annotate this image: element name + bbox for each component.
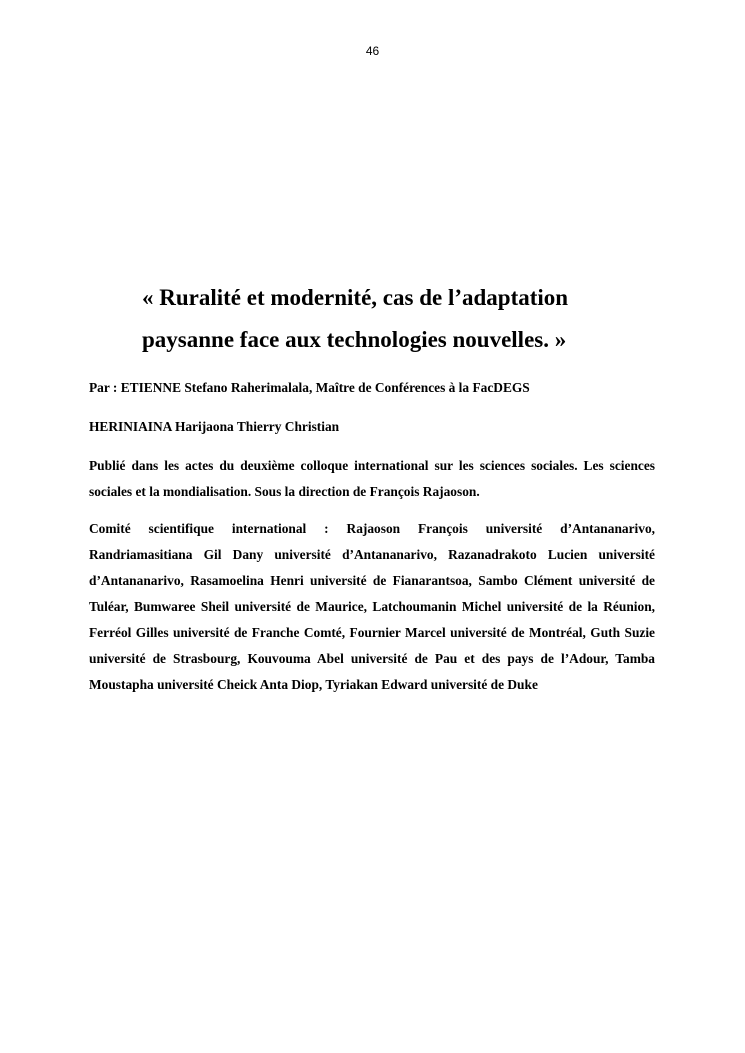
coauthor-line: HERINIAINA Harijaona Thierry Christian [89, 419, 340, 434]
title-line-2: paysanne face aux technologies nouvelles. » [142, 327, 567, 352]
page-number: 46 [365, 44, 380, 58]
title-line-1: « Ruralité et modernité, cas de l’adaptation [142, 285, 569, 310]
publication-note: Publié dans les actes du deuxième colloque international sur les sciences sociales. Les sciences sociales et la mondialisation. Sous la direction de François Rajaoson. [89, 458, 655, 499]
author-line: Par : ETIENNE Stefano Raherimalala, Maître de Conférences à la FacDEGS [89, 380, 530, 395]
scientific-committee: Comité scientifique international : Rajaoson François université d’Antananarivo, Randriamasitiana Gil Dany université d’Antananarivo, Razanadrakoto Lucien université d’Antananarivo, Rasamoelina Henri université de Fianarantsoa, Sambo Clément université de Tuléar, Bumwaree Sheil université de Maurice, Latchoumanin Michel université de la Réunion, Ferréol Gilles université de Franche Comté, Fournier Marcel université de Montréal, Guth Suzie université de Strasbourg, Kouvouma Abel université de Pau et des pays de l’Adour, Tamba Moustapha université Cheick Anta Diop, Tyriakan Edward université de Duke [89, 521, 655, 692]
document-title [0, 277, 745, 361]
